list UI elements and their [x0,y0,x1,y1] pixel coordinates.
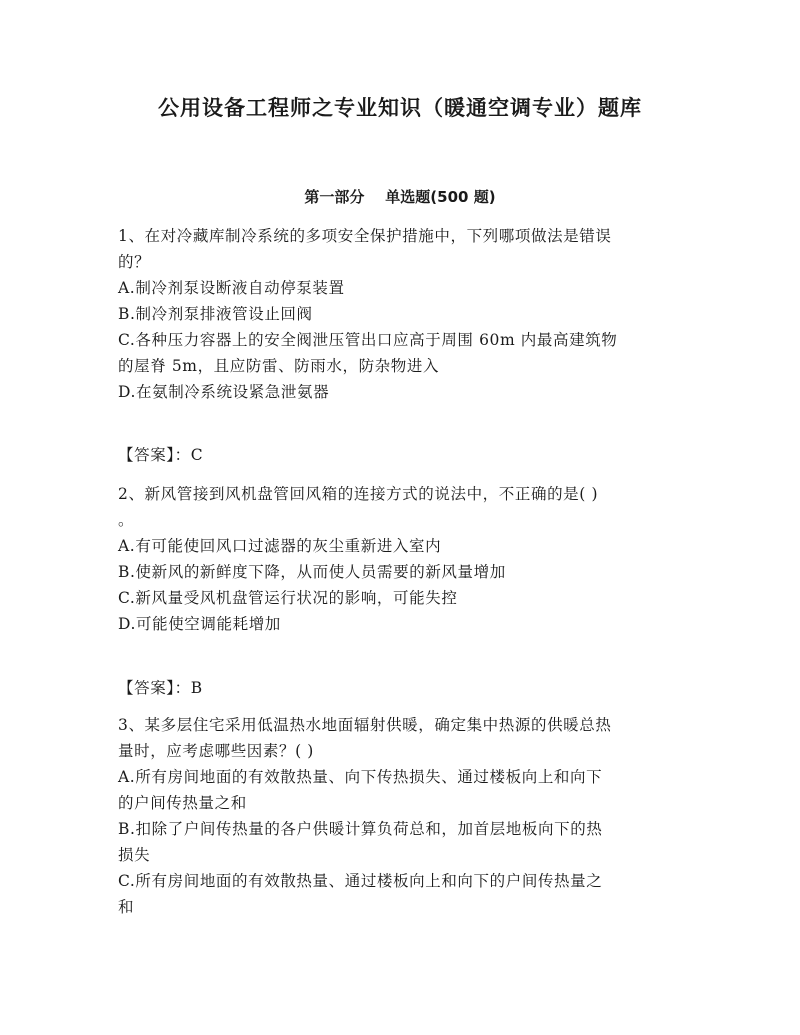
question-1-option-b: B.制冷剂泵排液管设止回阀 [118,305,313,323]
question-3-option-b-line-2: 损失 [118,846,151,864]
question-2-option-b: B.使新风的新鲜度下降，从而使人员需要的新风量增加 [118,563,506,581]
question-1-stem-line-1: 1、在对冷藏库制冷系统的多项安全保护措施中，下列哪项做法是错误 [118,227,612,245]
question-2-stem-line-2: 。 [118,511,135,529]
document-title: 公用设备工程师之专业知识（暖通空调专业）题库 [158,96,642,120]
question-1 [118,223,690,405]
question-2 [118,481,690,637]
question-3-option-b-line-1: B.扣除了户间传热量的各户供暖计算负荷总和，加首层地板向下的热 [118,820,603,838]
question-1-option-c-line-1: C.各种压力容器上的安全阀泄压管出口应高于周围 60m 内最高建筑物 [118,331,618,349]
question-2-answer: 【答案】：B [118,679,203,697]
question-3-option-a-line-2: 的户间传热量之和 [118,794,247,812]
question-2-option-a: A.有可能使回风口过滤器的灰尘重新进入室内 [118,537,442,555]
question-1-option-c-line-2: 的屋脊 5m，且应防雷、防雨水，防杂物进入 [118,357,440,375]
question-2-option-c: C.新风量受风机盘管运行状况的影响，可能失控 [118,589,458,607]
question-3-option-c-line-1: C.所有房间地面的有效散热量、通过楼板向上和向下的户间传热量之 [118,872,603,890]
question-3-option-a-line-1: A.所有房间地面的有效散热量、向下传热损失、通过楼板向上和向下 [118,768,603,786]
question-3-option-c-line-2: 和 [118,898,135,916]
question-2-stem-line-1: 2、新风管接到风机盘管回风箱的连接方式的说法中，不正确的是( ) [118,485,599,503]
question-1-option-d: D.在氨制冷系统设紧急泄氨器 [118,383,330,401]
question-1-answer: 【答案】：C [118,446,204,464]
question-3 [118,712,690,920]
question-1-option-a: A.制冷剂泵设断液自动停泵装置 [118,279,345,297]
section-title: 第一部分 单选题(500 题) [304,188,496,206]
question-3-stem-line-1: 3、某多层住宅采用低温热水地面辐射供暖，确定集中热源的供暖总热 [118,716,612,734]
question-1-stem-line-2: 的？ [118,253,151,271]
question-2-option-d: D.可能使空调能耗增加 [118,615,281,633]
question-3-stem-line-2: 量时，应考虑哪些因素？( ) [118,742,314,760]
